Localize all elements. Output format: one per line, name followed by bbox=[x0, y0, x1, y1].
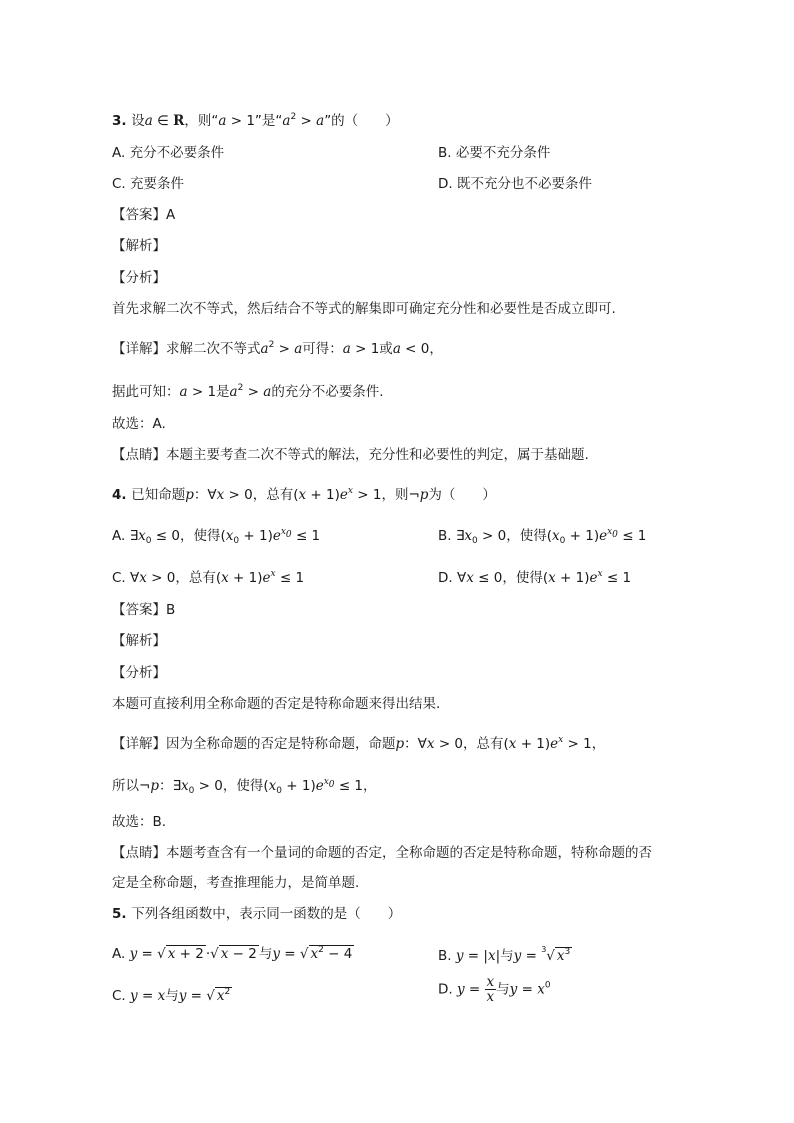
q3-conclusion: 据此可知：a > 1是$a^2 > a$的充分不必要条件. bbox=[112, 383, 384, 400]
q3-option-a: A. 充分不必要条件 bbox=[112, 145, 225, 161]
q4-option-b: B. $\exists x_0 > 0$，使得$(x_0 + 1)e^{x_0} \le 1$ bbox=[438, 527, 647, 546]
q4-negation: 所以¬p：$\exists x_0 > 0$，使得$(x_0 + 1)e^{x_0} \le 1$， bbox=[112, 777, 377, 796]
q5-stem: 5. 下列各组函数中，表示同一函数的是（ ） bbox=[112, 906, 402, 922]
q4-dianjing-1: 【点睛】本题考查含有一个量词的命题的否定，全称命题的否定是特称命题，特称命题的否 bbox=[112, 845, 652, 861]
q4-jiexi-heading: 【解析】 bbox=[112, 633, 166, 649]
q3-jiexi-heading: 【解析】 bbox=[112, 238, 166, 254]
q3-fenxi-heading: 【分析】 bbox=[112, 270, 166, 286]
q4-option-a: A. $\exists x_0 \le 0$，使得$(x_0 + 1)e^{x_0} \le 1$ bbox=[112, 527, 321, 546]
q4-choice: 故选：B. bbox=[112, 814, 167, 830]
q5-option-a: A. y = √ x + 2 ·√ x − 2 与y = √ $x^2 - 4$ bbox=[112, 945, 353, 962]
q3-choice: 故选：A. bbox=[112, 416, 166, 432]
q4-option-d: D. ∀x ≤ 0，使得$(x + 1)e^x \le 1$ bbox=[438, 569, 632, 586]
q3-option-c: C. 充要条件 bbox=[112, 176, 185, 192]
q3-answer: 【答案】A bbox=[112, 207, 176, 223]
q3-detail: 【详解】求解二次不等式$a^2 > a$可得：a > 1或a < 0， bbox=[112, 340, 443, 357]
q3-stem: 3. 设a ∈ R，则“a > 1”是“$a^2 > a$”的（ ） bbox=[112, 112, 399, 129]
q3-option-b: B. 必要不充分条件 bbox=[438, 145, 551, 161]
q4-fenxi-heading: 【分析】 bbox=[112, 665, 166, 681]
q4-fenxi-text: 本题可直接利用全称命题的否定是特称命题来得出结果. bbox=[112, 696, 441, 712]
q3-option-d: D. 既不充分也不必要条件 bbox=[438, 176, 592, 192]
q4-option-c: C. ∀x > 0，总有$(x + 1)e^x \le 1$ bbox=[112, 569, 305, 586]
q5-option-d: D. y = $\frac{x}{x}$ 与$y = x^0$ bbox=[438, 974, 551, 1005]
q4-dianjing-2: 定是全称命题，考查推理能力，是简单题. bbox=[112, 875, 360, 891]
q4-detail: 【详解】因为全称命题的否定是特称命题，命题p：∀x > 0，总有$(x + 1)e^x > 1$， bbox=[112, 735, 606, 752]
q3-fenxi-text: 首先求解二次不等式，然后结合不等式的解集即可确定充分性和必要性是否成立即可. bbox=[112, 301, 616, 317]
q4-stem: 4. 已知命题p：∀x > 0，总有$(x + 1)e^x > 1$，则¬p为（ ） bbox=[112, 486, 496, 503]
q3-dianjing: 【点睛】本题主要考查二次不等式的解法，充分性和必要性的判定，属于基础题. bbox=[112, 447, 589, 463]
q5-option-c: C. y = x与y = √ $x^2$ bbox=[112, 987, 231, 1004]
q5-option-b: B. y = |x|与y = $^3$√ $x^3$ bbox=[438, 945, 571, 964]
q4-answer: 【答案】B bbox=[112, 602, 176, 618]
